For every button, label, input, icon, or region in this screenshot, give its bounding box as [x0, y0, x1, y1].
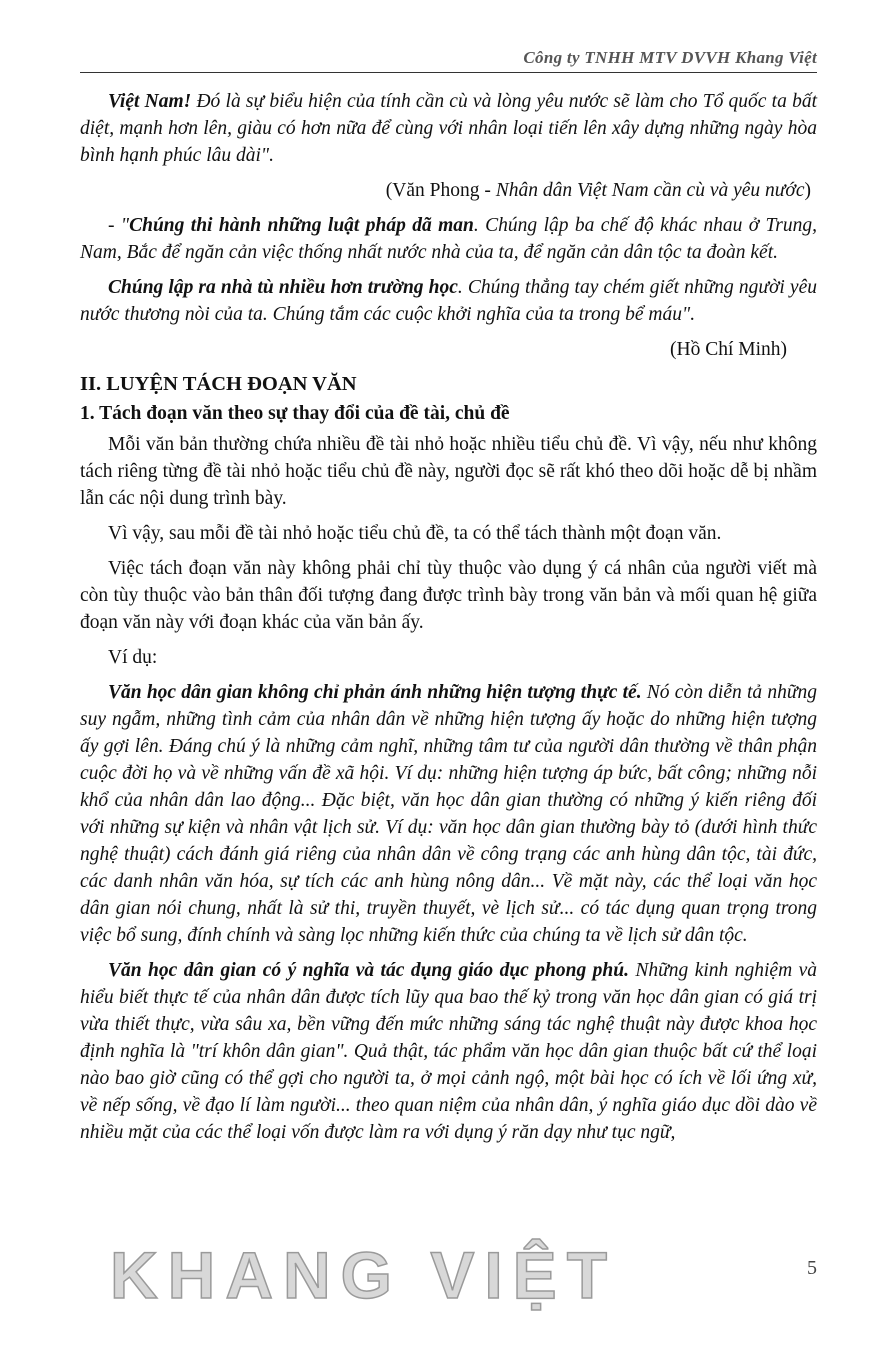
- subsection-heading: 1. Tách đoạn văn theo sự thay đổi của đề tài, chủ đề: [80, 403, 510, 424]
- paragraph-explanation: Việc tách đoạn văn này không phải chỉ tùy thuộc vào dụng ý cá nhân của người viết mà còn tùy thuộc vào bản thân đối tượng đang được trình bày trong văn bản và mối quan hệ giữa đoạn văn này với đoạn khác của văn bản ấy.: [80, 558, 817, 633]
- section-heading: II. LUYỆN TÁCH ĐOẠN VĂN: [80, 373, 357, 395]
- company-name: Công ty TNHH MTV DVVH Khang Việt: [523, 48, 817, 67]
- page-number: 5: [807, 1257, 817, 1279]
- page-body: [80, 88, 817, 1154]
- paragraph-example-2: [80, 957, 817, 1146]
- paragraph-quote-prisons: [80, 274, 817, 328]
- quote-lead: - ": [108, 215, 130, 236]
- example-text: Những kinh nghiệm và hiểu biết thực tế của nhân dân được tích lũy qua bao thế kỷ trong văn học dân gian có giá trị vừa thiết thực, vừa sâu xa, bền vững đến mức những sáng tác nghệ thuật này được khoa học định nghĩa là "trí khôn dân gian". Quả thật, tác phẩm văn học dân gian thuộc bất cứ thể loại nào bao giờ cũng có thể gợi cho người ta, ở mọi cảnh ngộ, một bài học có ích về lối ứng xử, về nếp sống, về đạo lí làm người... theo quan niệm của nhân dân, ý nghĩa giáo dục dồi dào về nhiều mặt của các thể loại vốn được làm ra với dụng ý răn dạy như tục ngữ,: [80, 960, 817, 1143]
- quote-emphasis: Chúng lập ra nhà tù nhiều hơn trường học: [108, 277, 458, 298]
- quote-text: . Chúng thẳng tay chém giết những người yêu nước thương nòi của ta. Chúng tắm các cuộc khởi nghĩa của ta trong bể máu".: [80, 277, 817, 325]
- example-topic-sentence: Văn học dân gian không chỉ phản ánh những hiện tượng thực tế.: [108, 682, 642, 703]
- attribution-work-title: Nhân dân Việt Nam cần cù và yêu nước: [495, 180, 805, 201]
- quote-emphasis: Chúng thi hành những luật pháp dã man: [129, 215, 474, 236]
- quote-emphasis: Việt Nam!: [108, 91, 192, 112]
- example-topic-sentence: Văn học dân gian có ý nghĩa và tác dụng giáo dục phong phú.: [108, 960, 629, 981]
- running-header: [80, 48, 817, 73]
- attribution-van-phong: [80, 177, 817, 204]
- paragraph-quote-conclusion: [80, 88, 817, 169]
- attribution-ho-chi-minh: (Hồ Chí Minh): [670, 339, 787, 360]
- example-text: Nó còn diễn tả những suy ngẫm, những tình cảm của nhân dân về những hiện tượng ấy hoặc do những hiện tượng ấy gợi lên. Đáng chú ý là những cảm nghĩ, những tâm tư của người dân thường về thân phận cuộc đời họ và về những vấn đề xã hội. Ví dụ: những hiện tượng áp bức, bất công; những nỗi khổ của nhân dân lao động... Đặc biệt, văn học dân gian thường có những ý kiến riêng đối với những sự kiện và nhân vật lịch sử. Ví dụ: văn học dân gian thường bày tỏ (dưới hình thức nghệ thuật) cách đánh giá riêng của nhân dân về công trạng các anh hùng dân tộc, tài đức, các danh nhân văn hóa, sự tích các anh hùng nông dân... Về mặt này, các thể loại văn học dân gian nói chung, nhất là sử thi, truyền thuyết, vè lịch sử... có tác dụng quan trọng trong việc bổ sung, đính chính và sàng lọc những kiến thức của chúng ta về lịch sử dân tộc.: [80, 682, 817, 946]
- watermark-logo: KHANG VIỆT: [110, 1238, 618, 1312]
- paragraph-example-1: [80, 679, 817, 949]
- paragraph-example-label: Ví dụ:: [108, 647, 158, 668]
- attribution-author: (Văn Phong -: [385, 180, 496, 201]
- paragraph-rule: Vì vậy, sau mỗi đề tài nhỏ hoặc tiểu chủ đề, ta có thể tách thành một đoạn văn.: [108, 523, 722, 544]
- quote-text: . Chúng lập ba chế độ khác nhau ở Trung, Nam, Bắc để ngăn cản việc thống nhất nước nhà của ta, để ngăn cản dân tộc ta đoàn kết.: [80, 215, 818, 263]
- paragraph-intro: Mỗi văn bản thường chứa nhiều đề tài nhỏ hoặc nhiều tiểu chủ đề. Vì vậy, nếu như không tách riêng từng đề tài nhỏ hoặc tiểu chủ đề này, người đọc sẽ rất khó theo dõi hoặc dễ bị nhầm lẫn các nội dung trình bày.: [80, 434, 817, 509]
- paragraph-quote-laws: [80, 212, 817, 266]
- attribution-close: ): [804, 180, 811, 201]
- quote-text: Đó là sự biểu hiện của tính cần cù và lòng yêu nước sẽ làm cho Tổ quốc ta bất diệt, mạnh hơn lên, giàu có hơn nữa để cùng với nhân loại tiến lên xây dựng những ngày hòa bình hạnh phúc lâu dài".: [80, 91, 817, 166]
